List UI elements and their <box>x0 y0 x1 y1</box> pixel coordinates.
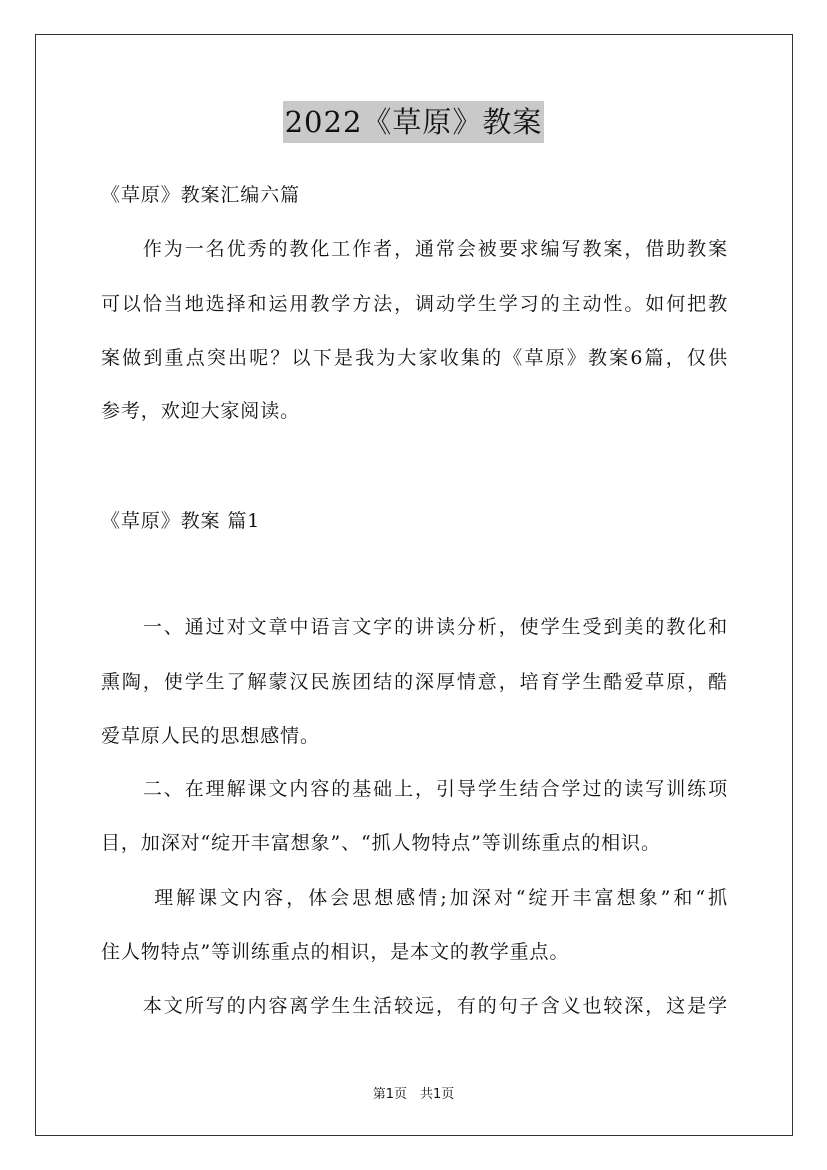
document-subtitle: 《草原》教案汇编六篇 <box>101 184 301 206</box>
body-line: 爱草原人民的思想感情。 <box>101 725 320 747</box>
body-line: 本文所写的内容离学生生活较远，有的句子含义也较深，这是学 <box>101 995 728 1017</box>
document-title-wrap <box>0 101 827 143</box>
body-line: 理解课文内容，体会思想感情;加深对“绽开丰富想象”和“抓 <box>101 887 728 909</box>
body-line: 一、通过对文章中语言文字的讲读分析，使学生受到美的教化和 <box>101 616 728 638</box>
body-line: 住人物特点”等训练重点的相识，是本文的教学重点。 <box>101 941 570 963</box>
document-title: 2022《草原》教案 <box>283 101 545 143</box>
section-heading: 《草原》教案 篇1 <box>101 510 261 532</box>
body-line: 目，加深对“绽开丰富想象”、“抓人物特点”等训练重点的相识。 <box>101 832 661 854</box>
body-line: 二、在理解课文内容的基础上，引导学生结合学过的读写训练项 <box>101 778 728 800</box>
body-line: 熏陶，使学生了解蒙汉民族团结的深厚情意，培育学生酷爱草原，酷 <box>101 671 728 693</box>
intro-line: 可以恰当地选择和运用教学方法，调动学生学习的主动性。如何把教 <box>101 293 728 315</box>
intro-line: 作为一名优秀的教化工作者，通常会被要求编写教案，借助教案 <box>101 238 728 260</box>
intro-line: 案做到重点突出呢？以下是我为大家收集的《草原》教案6篇，仅供 <box>101 347 728 369</box>
page-footer: 第1页 共1页 <box>372 1087 455 1102</box>
intro-line: 参考，欢迎大家阅读。 <box>101 400 301 422</box>
